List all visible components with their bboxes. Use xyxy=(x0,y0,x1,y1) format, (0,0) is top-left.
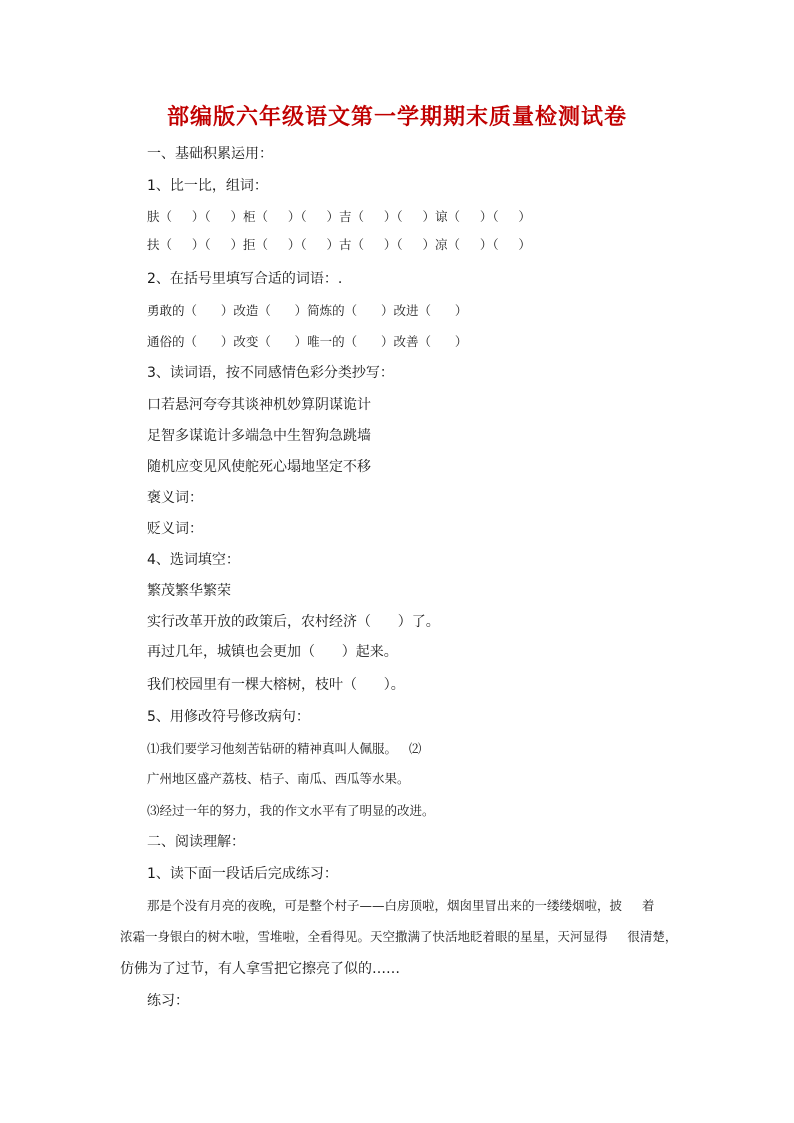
q3-words-3: 随机应变见风使舵死心塌地坚定不移 xyxy=(147,459,371,475)
q4-options: 繁茂繁华繁荣 xyxy=(147,583,231,599)
q3-positive-label: 褒义词： xyxy=(147,490,203,506)
q5-sentence-1: ⑴我们要学习他刻苦钻研的精神真叫人佩服。 ⑵ xyxy=(147,741,422,756)
q5-sentence-2: 广州地区盛产荔枝、桔子、南瓜、西瓜等水果。 xyxy=(147,771,410,786)
r1-paragraph-line-3: 仿佛为了过节，有人拿雪把它擦亮了似的…… xyxy=(120,961,400,977)
q4-heading: 4、选词填空： xyxy=(147,552,240,568)
q4-sentence-2: 再过几年，城镇也会更加（ ）起来。 xyxy=(147,644,398,660)
q1-row-2: 扶（ ）（ ）拒（ ）（ ）古（ ）（ ）凉（ ）（ ） xyxy=(147,237,531,252)
q1-heading: 1、比一比，组词： xyxy=(147,178,268,194)
q4-sentence-3: 我们校园里有一棵大榕树，枝叶（ ）。 xyxy=(147,677,405,693)
q2-heading: 2、在括号里填写合适的词语：. xyxy=(147,271,343,287)
q3-words-2: 足智多谋诡计多端急中生智狗急跳墙 xyxy=(147,428,371,444)
section-2-heading: 二、阅读理解： xyxy=(147,834,245,850)
q3-negative-label: 贬义词： xyxy=(147,521,203,537)
q3-words-1: 口若悬河夸夸其谈神机妙算阴谋诡计 xyxy=(147,397,371,413)
r1-paragraph-line-2: 浓霜一身银白的树木啦，雪堆啦，全看得见。天空撒满了快活地眨着眼的星星，天河显得 很清楚， xyxy=(120,929,678,944)
q3-heading: 3、读词语，按不同感情色彩分类抄写： xyxy=(147,365,394,381)
q4-sentence-1: 实行改革开放的政策后，农村经济（ ）了。 xyxy=(147,614,440,630)
page-title: 部编版六年级语文第一学期期末质量检测试卷 xyxy=(166,104,627,130)
q1-row-1: 肤（ ）（ ）柜（ ）（ ）吉（ ）（ ）谅（ ）（ ） xyxy=(147,209,531,224)
q5-heading: 5、用修改符号修改病句： xyxy=(147,709,310,725)
r1-heading: 1、读下面一段话后完成练习： xyxy=(147,866,338,882)
r1-paragraph-line-1: 那是个没有月亮的夜晚，可是整个村子——白房顶啦，烟囱里冒出来的一缕缕烟啦，披 着 xyxy=(147,898,655,913)
q2-row-1: 勇敢的（ ）改造（ ）简炼的（ ）改进（ ） xyxy=(147,303,468,318)
exercise-label: 练习： xyxy=(147,993,189,1009)
q2-row-2: 通俗的（ ）改变（ ）唯一的（ ）改善（ ） xyxy=(147,334,468,349)
section-1-heading: 一、基础积累运用： xyxy=(147,146,273,162)
q5-sentence-3: ⑶经过一年的努力，我的作文水平有了明显的改进。 xyxy=(147,803,435,818)
